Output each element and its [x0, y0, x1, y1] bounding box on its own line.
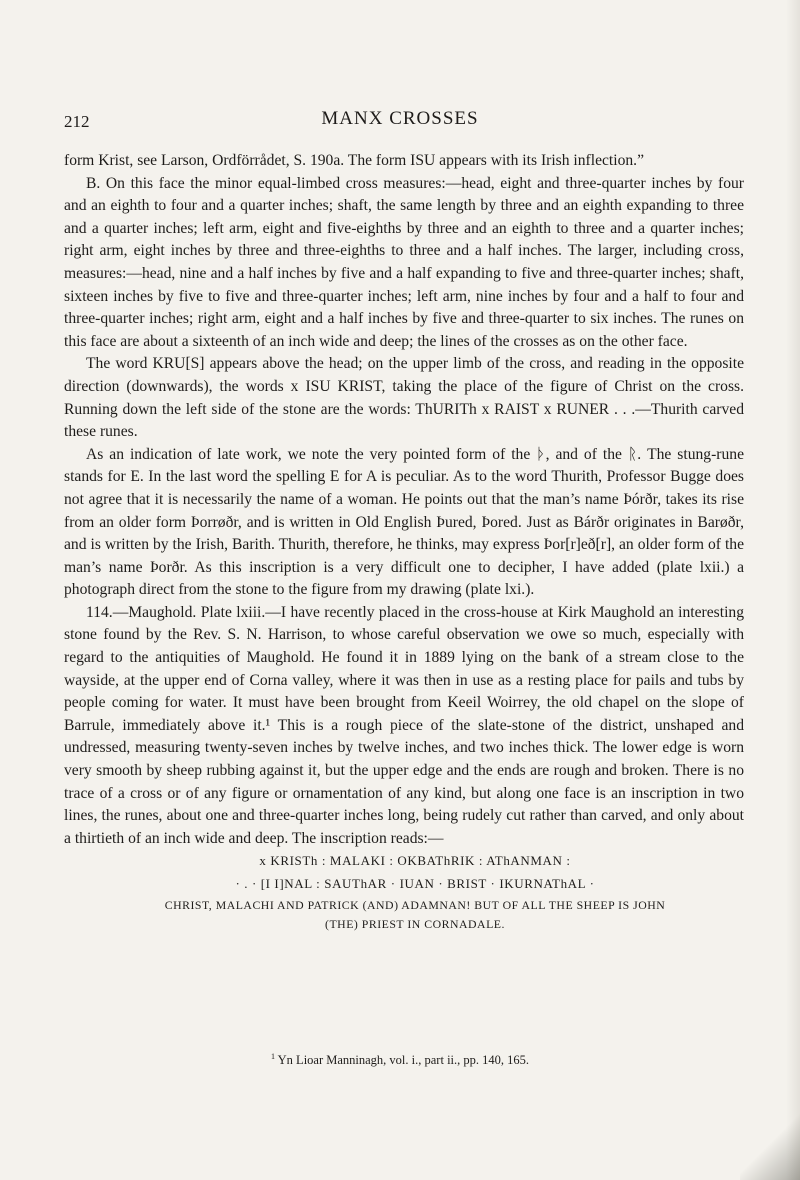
inscription-translation-2: (THE) PRIEST IN CORNADALE. [325, 916, 505, 931]
paragraph-inscription-words: The word KRU[S] appears above the head; on the upper limb of the cross, and reading in the opposite direction (downwards), the words x ISU KRIST, taking the place of the figure of Christ on the cross. Running down the left side of the stone are the words: ThURITh x RAIST x RUNER . . .—Thurith carved these runes. [64, 355, 744, 441]
inscription-line-1: x KRISTh : MALAKI : OKBAThRIK : AThANMAN : [259, 853, 571, 869]
paragraph-continuation: form Krist, see Larson, Ordförrådet, S. 190a. The form ISU appears with its Irish inflection.” [64, 152, 644, 169]
body-text [64, 150, 744, 934]
page-corner-shadow [740, 1090, 800, 1180]
page-header [64, 108, 736, 138]
paragraph-late-work: As an indication of late work, we note the very pointed form of the ᚦ, and of the ᚱ. The stung-rune stands for E. In the last word the spelling E for A is peculiar. As to the word Thurith, Professor Bugge does not agree that it is necessarily the name of a woman. He points out that the man’s name Þórðr, takes its rise from an older form Þorrøðr, and is written in Old English Þured, Þored. Just as Bárðr originates in Barøðr, and is written by the Irish, Barith. Thurith, therefore, he thinks, may express Þor[r]eð[r], an older form of the man’s name Þorðr. As this inscription is a very difficult one to decipher, I have added (plate lxii.) a photograph direct from the stone to the figure from my drawing (plate lxi.). [64, 445, 744, 599]
paragraph-face-b: B. On this face the minor equal-limbed cross measures:—head, eight and three-quarter inches by four and an eighth to four and a quarter inches; shaft, the same length by three and an eighth expanding to three and a quarter inches; left arm, eight and five-eighths by three and an eighth to three and a quarter inches; right arm, eight inches by three and three-eighths to three and a half inches. The larger, including cross, measures:—head, nine and a half inches by five and a half expanding to five and three-quarter inches; shaft, sixteen inches by five to five and three-quarter inches; left arm, nine inches by four and a half to four and three-quarter inches; right arm, eight and a half inches by five and three-quarter to six inches. The runes on this face are about a sixteenth of an inch wide and deep; the lines of the crosses as on the other face. [64, 174, 744, 350]
footnote-marker: 1 [270, 1051, 275, 1061]
inscription-translation-1: CHRIST, MALACHI AND PATRICK (AND) ADAMNAN! BUT OF ALL THE SHEEP IS JOHN [164, 897, 666, 912]
page-edge-shadow [786, 0, 800, 1180]
paragraph-maughold-114: 114.—Maughold. Plate lxiii.—I have recently placed in the cross-house at Kirk Maughold an interesting stone found by the Rev. S. N. Harrison, to whose careful observation we owe so much, especially with regard to the antiquities of Maughold. He found it in 1889 lying on the bank of a stream close to the wayside, at the upper end of Corna valley, where it was then in use as a resting place for pails and tubs by people coming for water. It must have been brought from Keeil Woirrey, the old chapel on the slope of Barrule, immediately above it.¹ This is a rough piece of the slate-stone of the district, unshaped and undressed, measuring twenty-seven inches by twelve inches, and two inches thick. The lower edge is worn very smooth by sheep rubbing against it, but the upper edge and the ends are rough and broken. There is no trace of a cross or of any figure or ornamentation of any kind, but along one face is an inscription in two lines, the runes, about one and three-quarter inches long, being rudely cut rather than carved, and only about a thirtieth of an inch wide and deep. The inscription reads:— [64, 603, 744, 847]
footnote-text: Yn Lioar Manninagh, vol. i., part ii., pp. 140, 165. [277, 1053, 530, 1067]
footnote [64, 1053, 736, 1068]
running-title: MANX CROSSES [321, 108, 479, 129]
inscription-line-2: · . · [I I]NAL : SAUThAR · IUAN · BRIST · IKURNAThAL · [235, 876, 595, 891]
page-number: 212 [64, 112, 90, 131]
